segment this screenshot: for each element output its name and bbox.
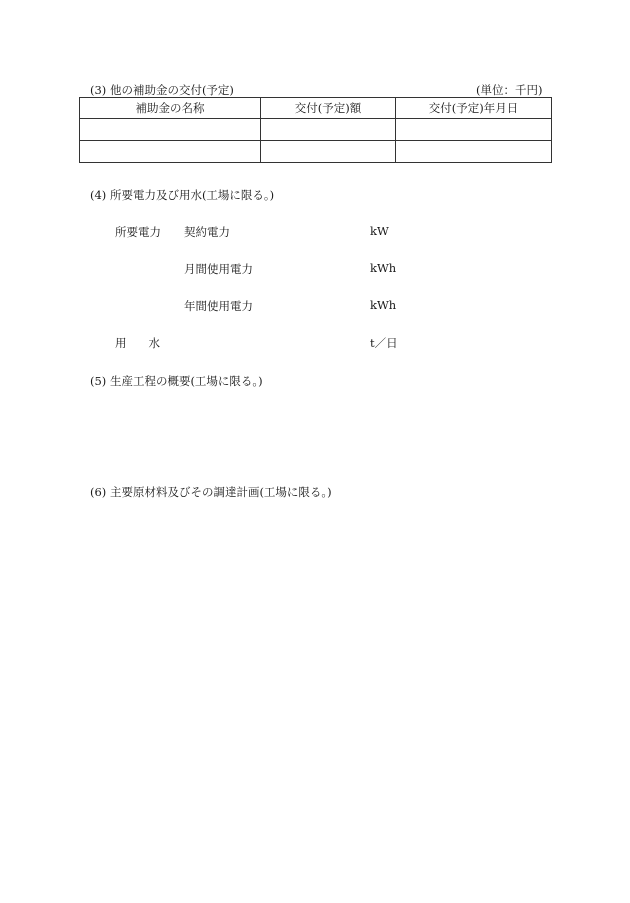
- header-grant-date: 交付(予定)年月日: [396, 98, 552, 119]
- table-cell[interactable]: [396, 141, 552, 163]
- water-label: 用水: [115, 336, 182, 350]
- monthly-usage-label: 月間使用電力: [184, 262, 253, 276]
- table-cell[interactable]: [261, 141, 396, 163]
- section5-title: (5) 生産工程の概要(工場に限る。): [90, 374, 263, 388]
- table-cell[interactable]: [396, 119, 552, 141]
- subsidy-table-header-row: [80, 98, 552, 119]
- table-cell[interactable]: [80, 141, 261, 163]
- header-grant-amount: 交付(予定)額: [261, 98, 396, 119]
- section3-title: (3) 他の補助金の交付(予定): [90, 83, 234, 97]
- section4-title: (4) 所要電力及び用水(工場に限る。): [90, 188, 275, 202]
- water-unit: t／日: [370, 336, 398, 350]
- annual-usage-unit: kWh: [370, 298, 397, 312]
- contract-power-unit: kW: [370, 224, 389, 238]
- table-cell[interactable]: [80, 119, 261, 141]
- table-row: [80, 141, 552, 163]
- monthly-usage-unit: kWh: [370, 261, 397, 275]
- table-row: [80, 119, 552, 141]
- section3-unit-label: (単位：千円): [476, 83, 543, 97]
- annual-usage-label: 年間使用電力: [184, 299, 253, 313]
- required-power-label: 所要電力: [115, 225, 161, 239]
- subsidy-table: [79, 97, 552, 163]
- contract-power-label: 契約電力: [184, 225, 230, 239]
- header-subsidy-name: 補助金の名称: [80, 98, 261, 119]
- section6-title: (6) 主要原材料及びその調達計画(工場に限る。): [90, 485, 332, 499]
- table-cell[interactable]: [261, 119, 396, 141]
